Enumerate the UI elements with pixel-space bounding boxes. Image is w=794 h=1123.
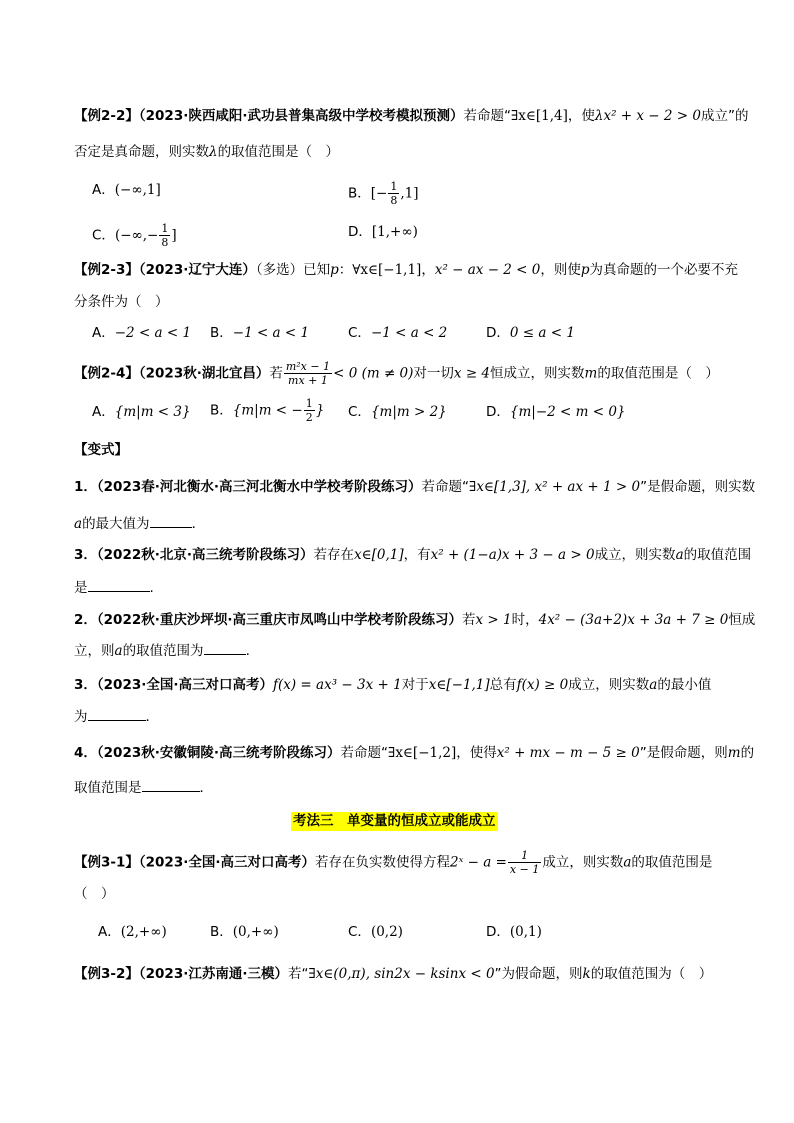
text: 的最小值 [657, 677, 712, 693]
problem-number: 1． [74, 479, 97, 495]
ex23-line1 [74, 260, 738, 280]
math: m [727, 745, 741, 761]
text: 对于 [401, 677, 429, 693]
ex31-line2: （ ） [74, 886, 115, 902]
math: x² − ax − 2 < 0 [434, 262, 541, 278]
problem-number: 4． [74, 745, 97, 761]
math: x² + mx − m − 5 ≥ 0 [496, 745, 640, 761]
fraction [388, 180, 399, 207]
text: ”是假命题，则实数 [640, 479, 756, 495]
math: λx² + x − 2 > 0 [594, 108, 701, 124]
problem-source: （2022秋·重庆沙坪坝·高三重庆市凤鸣山中学校考阶段练习） [96, 612, 462, 628]
text: . [149, 580, 154, 596]
math: −1 < a < 2 [370, 325, 448, 341]
v3b-line1 [74, 675, 711, 695]
numerator: 1 [508, 849, 541, 863]
math: x ≥ 4 [453, 365, 491, 382]
text: ”为假命题，则 [494, 966, 583, 982]
math: −1 < a < 1 [232, 325, 310, 341]
math: (−∞,− [114, 227, 159, 244]
ex22-source: （2023·陕西咸阳·武功县普集高级中学校考模拟预测） [138, 108, 464, 124]
text: 若 [269, 365, 283, 382]
section-title: 考法三 单变量的恒成立或能成立 [293, 813, 496, 829]
ex23-option-d [486, 323, 575, 343]
text: 若命题“ [463, 108, 511, 124]
ex32-source: （2023·江苏南通·三模） [138, 966, 288, 982]
text: ，使得 [456, 745, 497, 761]
text: 恒成 [728, 612, 756, 628]
math: f(x) = ax³ − 3x + 1 [273, 677, 402, 693]
numerator: m²x − 1 [285, 360, 331, 373]
math: f(x) ≥ 0 [516, 677, 569, 693]
ex22-option-d [348, 222, 418, 242]
text: 否定是真命题，则实数 [74, 144, 209, 160]
math: (0,2) [370, 924, 403, 940]
option-letter: C． [348, 325, 371, 341]
text: ． [199, 780, 213, 796]
v3a-line2 [74, 578, 154, 598]
v4-line2 [74, 778, 213, 798]
ex22-label: 【例2-2】 [74, 108, 139, 124]
ex31-option-b [210, 922, 279, 942]
denominator: mx + 1 [288, 374, 328, 387]
text: ，使 [567, 108, 595, 124]
numerator: 1 [305, 397, 313, 410]
math: [1,+∞) [371, 224, 418, 240]
math: } [315, 402, 325, 419]
text: 对一切 [413, 365, 454, 382]
math: p [330, 262, 339, 278]
problem-source: （2023·全国·高三对口高考） [96, 677, 273, 693]
math: ∃x∈[−1,2] [388, 745, 457, 761]
text: 成立，则实数 [594, 547, 676, 563]
ex22-option-a [92, 180, 161, 200]
option-letter: C． [348, 924, 371, 940]
fraction [508, 849, 541, 876]
math: a [114, 643, 123, 659]
text: ，有 [403, 547, 431, 563]
option-letter: B． [210, 924, 233, 940]
v2-line2 [74, 641, 250, 661]
math: ,1] [400, 185, 419, 202]
math: p [580, 262, 590, 278]
math: x∈[−1,1] [428, 677, 490, 693]
text: 的取值范围是（ ） [597, 365, 719, 382]
text: （多选）已知 [255, 262, 331, 278]
answer-blank[interactable] [88, 708, 146, 721]
math: ∃x∈[1,4] [510, 108, 568, 124]
math: k [582, 966, 591, 982]
variant-title: 【变式】 [74, 442, 128, 458]
denominator: x − 1 [509, 863, 540, 876]
problem-number: 3． [74, 547, 97, 563]
text: 的取值范围是 [631, 854, 713, 871]
text: ，则使 [540, 262, 581, 278]
text: 总有 [489, 677, 517, 693]
text: 为 [74, 709, 88, 725]
math: (2,+∞) [120, 924, 167, 940]
ex31-option-c [348, 922, 403, 942]
math: {m|m < − [232, 402, 303, 419]
option-letter: C． [92, 227, 115, 244]
ex23-option-a [92, 323, 191, 343]
text: 的 [740, 745, 755, 761]
text: 为真命题的一个必要不充 [589, 262, 739, 278]
text: 的最大值为 [82, 516, 150, 532]
text: 的取值范围 [683, 547, 752, 563]
math: {m|m < 3} [114, 404, 191, 420]
math: x > 1 [475, 612, 512, 628]
numerator: 1 [161, 222, 169, 235]
ex22-line1 [74, 106, 748, 126]
answer-blank[interactable] [150, 515, 192, 528]
option-letter: B． [210, 325, 233, 341]
text: 的取值范围是（ ） [217, 144, 340, 160]
numerator: 1 [390, 180, 398, 193]
math: 4x² − (3a+2)x + 3a + 7 ≥ 0 [538, 612, 729, 628]
text: 成立，则实数 [568, 677, 650, 693]
math: {m|m > 2} [370, 404, 447, 420]
ex23-line2: 分条件为（ ） [74, 294, 169, 310]
v1-line2 [74, 514, 205, 534]
ex31-option-d [486, 922, 542, 942]
math: (−∞,1] [114, 182, 161, 198]
option-letter: D． [348, 224, 372, 240]
ex24-line1 [74, 360, 719, 387]
math: λ [209, 144, 218, 160]
text: 取值范围是 [74, 780, 142, 796]
math: ∀x∈[−1,1] [352, 262, 422, 278]
ex22-line2 [74, 142, 339, 162]
answer-blank[interactable] [142, 779, 200, 792]
v4-line1 [74, 743, 754, 763]
text: ， [421, 262, 435, 278]
ex23-label: 【例2-3】 [74, 262, 139, 278]
option-letter: B． [348, 185, 371, 202]
v3a-line1 [74, 545, 751, 565]
v1-line1 [74, 477, 755, 497]
text: ． [145, 709, 159, 725]
problem-number: 3． [74, 677, 97, 693]
text: 时， [511, 612, 539, 628]
text: 成立，则实数 [542, 854, 624, 871]
math: < 0 (m ≠ 0) [333, 365, 414, 382]
option-letter: A． [92, 182, 115, 198]
text: ： [338, 262, 353, 278]
option-letter: D． [486, 325, 510, 341]
text: 若 [462, 612, 476, 628]
text: 若命题“ [340, 745, 388, 761]
ex23-option-b [210, 323, 309, 343]
fraction [284, 360, 332, 387]
text: 的取值范围为 [122, 643, 204, 659]
math: 0 ≤ a < 1 [509, 325, 575, 341]
answer-blank[interactable] [204, 642, 246, 655]
ex32-line1 [74, 964, 712, 984]
ex32-label: 【例3-2】 [74, 966, 139, 982]
ex24-option-c [348, 402, 447, 422]
answer-blank[interactable] [88, 579, 150, 592]
ex24-option-b [210, 397, 324, 424]
ex31-line1 [74, 849, 712, 876]
text: 若存在负实数使得方程 [314, 854, 450, 871]
math: (0,+∞) [232, 924, 279, 940]
math: {m|−2 < m < 0} [509, 404, 626, 420]
option-letter: D． [486, 404, 510, 420]
ex24-source: （2023秋·湖北宜昌） [138, 365, 270, 382]
problem-source: （2023秋·安徽铜陵·高三统考阶段练习） [96, 745, 341, 761]
ex22-option-c [92, 222, 177, 249]
option-letter: A． [92, 404, 115, 420]
problem-source: （2022秋·北京·高三统考阶段练习） [96, 547, 314, 563]
denominator: 8 [161, 236, 169, 249]
text: 立，则 [74, 643, 115, 659]
denominator: 8 [390, 194, 398, 207]
text: ． [191, 516, 206, 532]
math: x² + (1−a)x + 3 − a > 0 [430, 547, 595, 563]
option-letter: B． [210, 402, 233, 419]
option-letter: A． [92, 325, 115, 341]
text: . [245, 643, 250, 659]
ex31-option-a [98, 922, 167, 942]
math: a [649, 677, 658, 693]
fraction [304, 397, 315, 424]
ex31-source: （2023·全国·高三对口高考） [138, 854, 315, 871]
option-letter: D． [486, 924, 510, 940]
math: −2 < a < 1 [114, 325, 192, 341]
math: m [584, 365, 598, 382]
text: 若存在 [313, 547, 354, 563]
ex22-option-b [348, 180, 419, 207]
ex23-source: （2023·辽宁大连） [138, 262, 256, 278]
ex24-option-d [486, 402, 626, 422]
ex31-label: 【例3-1】 [74, 854, 139, 871]
text: ”是假命题，则 [639, 745, 728, 761]
math: (0,1) [509, 924, 542, 940]
option-letter: A． [98, 924, 121, 940]
math: [− [370, 185, 388, 202]
v2-line1 [74, 610, 755, 630]
problem-source: （2023春·河北衡水·高三河北衡水中学校考阶段练习） [96, 479, 422, 495]
text: 恒成立，则实数 [490, 365, 585, 382]
math: a [74, 516, 83, 532]
math: ∃x∈[1,3], x² + ax + 1 > 0 [469, 479, 641, 495]
option-letter: C． [348, 404, 371, 420]
text: 成立”的 [700, 108, 749, 124]
text: 是 [74, 580, 88, 596]
math: ∃x∈(0,π), sin2x − ksinx < 0 [308, 966, 495, 982]
fraction [159, 222, 170, 249]
math: ] [171, 227, 177, 244]
math: x∈[0,1] [354, 547, 404, 563]
text: 若“ [287, 966, 309, 982]
ex24-option-a [92, 402, 191, 422]
text: 的取值范围为（ ） [590, 966, 713, 982]
math: a [675, 547, 684, 563]
text: 若命题“ [421, 479, 469, 495]
math: 2ˣ − a = [449, 854, 507, 871]
ex24-label: 【例2-4】 [74, 365, 139, 382]
v3b-line2 [74, 707, 159, 727]
ex23-option-c [348, 323, 447, 343]
problem-number: 2． [74, 612, 97, 628]
math: a [623, 854, 632, 871]
denominator: 2 [305, 411, 313, 424]
